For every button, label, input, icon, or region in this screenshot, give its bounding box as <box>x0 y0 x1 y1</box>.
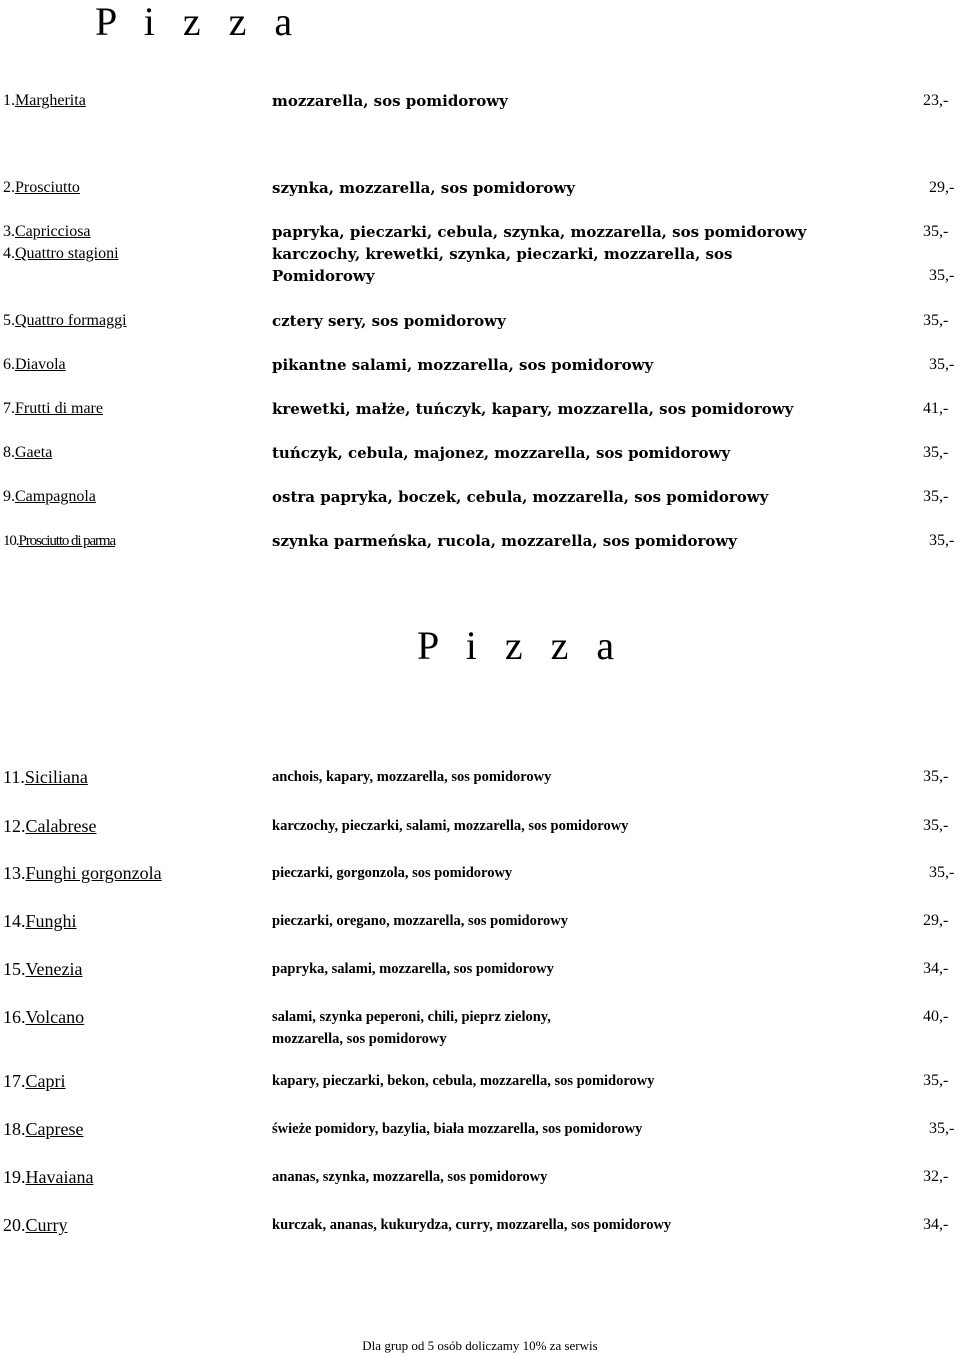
pizza-ingredients <box>272 766 551 788</box>
ingredients-line: pieczarki, gorgonzola, sos pomidorowy <box>272 865 513 881</box>
ingredients-line: świeże pomidory, bazylia, biała mozzarella, sos pomidorowy <box>272 1121 643 1137</box>
pizza-name: Capri <box>25 1071 66 1091</box>
pizza-price: 29,- <box>929 179 955 196</box>
pizza-price: 35,- <box>929 532 955 549</box>
pizza-name: Frutti di mare <box>15 400 103 417</box>
pizza-price: 35,- <box>923 768 949 785</box>
ingredients-line: kurczak, ananas, kukurydza, curry, mozzarella, sos pomidorowy <box>272 1217 672 1233</box>
ingredients-line: papryka, salami, mozzarella, sos pomidorowy <box>272 961 554 977</box>
pizza-name: Gaeta <box>15 444 53 461</box>
pizza-name: Venezia <box>25 959 83 979</box>
pizza-ingredients <box>272 1070 655 1092</box>
ingredients-line: tuńczyk, cebula, majonez, mozzarella, sos pomidorowy <box>272 444 731 462</box>
pizza-title <box>3 221 91 243</box>
ingredients-line: cztery sery, sos pomidorowy <box>272 312 506 330</box>
pizza-price: 34,- <box>923 960 949 977</box>
pizza-name: Prosciutto <box>15 179 80 196</box>
pizza-price: 40,- <box>923 1008 949 1025</box>
pizza-price: 35,- <box>929 1120 955 1137</box>
pizza-number: 16. <box>3 1007 26 1027</box>
pizza-ingredients <box>272 1214 671 1236</box>
ingredients-line: krewetki, małże, tuńczyk, kapary, mozzarella, sos pomidorowy <box>272 400 794 418</box>
pizza-price: 34,- <box>923 1216 949 1233</box>
pizza-price: 35,- <box>923 1072 949 1089</box>
pizza-name: Volcano <box>25 1007 85 1027</box>
pizza-name: Funghi <box>25 911 77 931</box>
pizza-price: 29,- <box>923 912 949 929</box>
pizza-name: Funghi gorgonzola <box>25 863 162 883</box>
pizza-ingredients <box>272 1118 642 1140</box>
ingredients-line: szynka, mozzarella, sos pomidorowy <box>272 179 575 197</box>
section-1-heading: P i z z a <box>95 0 302 44</box>
pizza-number: 7. <box>3 400 15 417</box>
ingredients-line: papryka, pieczarki, cebula, szynka, mozzarella, sos pomidorowy <box>272 223 807 241</box>
pizza-ingredients <box>272 398 793 420</box>
pizza-number: 4. <box>3 245 15 262</box>
pizza-price: 35,- <box>929 356 955 373</box>
pizza-title <box>3 530 115 552</box>
pizza-name: Margherita <box>15 92 86 109</box>
pizza-title <box>3 310 127 332</box>
pizza-title <box>3 910 77 932</box>
pizza-ingredients <box>272 243 732 287</box>
pizza-name: Calabrese <box>25 816 97 836</box>
pizza-number: 3. <box>3 223 15 240</box>
pizza-ingredients <box>272 486 768 508</box>
pizza-title <box>3 243 119 265</box>
pizza-name: Quattro formaggi <box>15 312 127 329</box>
pizza-title <box>3 354 66 376</box>
pizza-number: 15. <box>3 959 26 979</box>
pizza-number: 14. <box>3 911 26 931</box>
pizza-title <box>3 90 86 112</box>
pizza-title <box>3 766 88 788</box>
pizza-ingredients <box>272 310 506 332</box>
section-2-heading: P i z z a <box>417 623 624 668</box>
pizza-name: Prosciutto di parma <box>18 533 116 549</box>
pizza-number: 2. <box>3 179 15 196</box>
ingredients-line: Pomidorowy <box>272 267 375 285</box>
pizza-price: 41,- <box>923 400 949 417</box>
pizza-number: 6. <box>3 356 15 373</box>
pizza-ingredients <box>272 862 512 884</box>
pizza-title <box>3 442 52 464</box>
pizza-name: Siciliana <box>24 767 88 787</box>
pizza-number: 13. <box>3 863 26 883</box>
pizza-number: 19. <box>3 1167 26 1187</box>
pizza-title <box>3 177 80 199</box>
ingredients-line: karczochy, krewetki, szynka, pieczarki, mozzarella, sos <box>272 245 733 263</box>
pizza-title <box>3 1070 66 1092</box>
pizza-ingredients <box>272 354 653 376</box>
pizza-ingredients <box>272 1166 547 1188</box>
pizza-title <box>3 815 96 837</box>
pizza-name: Curry <box>25 1215 68 1235</box>
pizza-number: 8. <box>3 444 15 461</box>
pizza-ingredients <box>272 442 730 464</box>
pizza-number: 12. <box>3 816 26 836</box>
pizza-price: 35,- <box>923 444 949 461</box>
pizza-number: 1. <box>3 92 15 109</box>
ingredients-line: ostra papryka, boczek, cebula, mozzarella, sos pomidorowy <box>272 488 769 506</box>
pizza-title <box>3 1166 93 1188</box>
pizza-ingredients <box>272 958 554 980</box>
pizza-title <box>3 486 96 508</box>
pizza-title <box>3 958 82 980</box>
ingredients-line: szynka parmeńska, rucola, mozzarella, sos pomidorowy <box>272 532 738 550</box>
pizza-price: 23,- <box>923 92 949 109</box>
pizza-ingredients <box>272 1006 551 1050</box>
pizza-name: Diavola <box>15 356 66 373</box>
ingredients-line: karczochy, pieczarki, salami, mozzarella, sos pomidorowy <box>272 818 629 834</box>
ingredients-line: salami, szynka peperoni, chili, pieprz zielony, <box>272 1009 551 1025</box>
pizza-name: Quattro stagioni <box>15 245 119 262</box>
pizza-price: 32,- <box>923 1168 949 1185</box>
pizza-number: 10. <box>3 533 19 549</box>
pizza-title <box>3 1118 83 1140</box>
pizza-ingredients <box>272 221 806 243</box>
ingredients-line: kapary, pieczarki, bekon, cebula, mozzarella, sos pomidorowy <box>272 1073 655 1089</box>
pizza-title <box>3 1214 68 1236</box>
service-charge-note: Dla grup od 5 osób doliczamy 10% za serwis <box>362 1338 598 1353</box>
pizza-price: 35,- <box>929 864 955 881</box>
pizza-price: 35,- <box>923 223 949 240</box>
pizza-ingredients <box>272 177 575 199</box>
pizza-number: 11. <box>3 767 25 787</box>
pizza-number: 18. <box>3 1119 26 1139</box>
ingredients-line: anchois, kapary, mozzarella, sos pomidorowy <box>272 769 552 785</box>
pizza-number: 20. <box>3 1215 26 1235</box>
pizza-ingredients <box>272 815 628 837</box>
ingredients-line: pikantne salami, mozzarella, sos pomidorowy <box>272 356 654 374</box>
pizza-title <box>3 862 162 884</box>
pizza-ingredients <box>272 910 568 932</box>
pizza-ingredients <box>272 530 737 552</box>
pizza-number: 5. <box>3 312 15 329</box>
ingredients-line: mozzarella, sos pomidorowy <box>272 1031 447 1047</box>
pizza-number: 17. <box>3 1071 26 1091</box>
pizza-price: 35,- <box>923 817 949 834</box>
pizza-ingredients <box>272 90 508 112</box>
pizza-price: 35,- <box>923 488 949 505</box>
ingredients-line: pieczarki, oregano, mozzarella, sos pomidorowy <box>272 913 569 929</box>
pizza-price: 35,- <box>923 312 949 329</box>
pizza-name: Caprese <box>25 1119 84 1139</box>
pizza-name: Campagnola <box>15 488 96 505</box>
pizza-title <box>3 398 103 420</box>
pizza-title <box>3 1006 84 1028</box>
pizza-number: 9. <box>3 488 15 505</box>
ingredients-line: ananas, szynka, mozzarella, sos pomidorowy <box>272 1169 548 1185</box>
pizza-name: Havaiana <box>25 1167 94 1187</box>
ingredients-line: mozzarella, sos pomidorowy <box>272 92 508 110</box>
pizza-name: Capricciosa <box>15 223 91 240</box>
pizza-price: 35,- <box>929 267 955 284</box>
